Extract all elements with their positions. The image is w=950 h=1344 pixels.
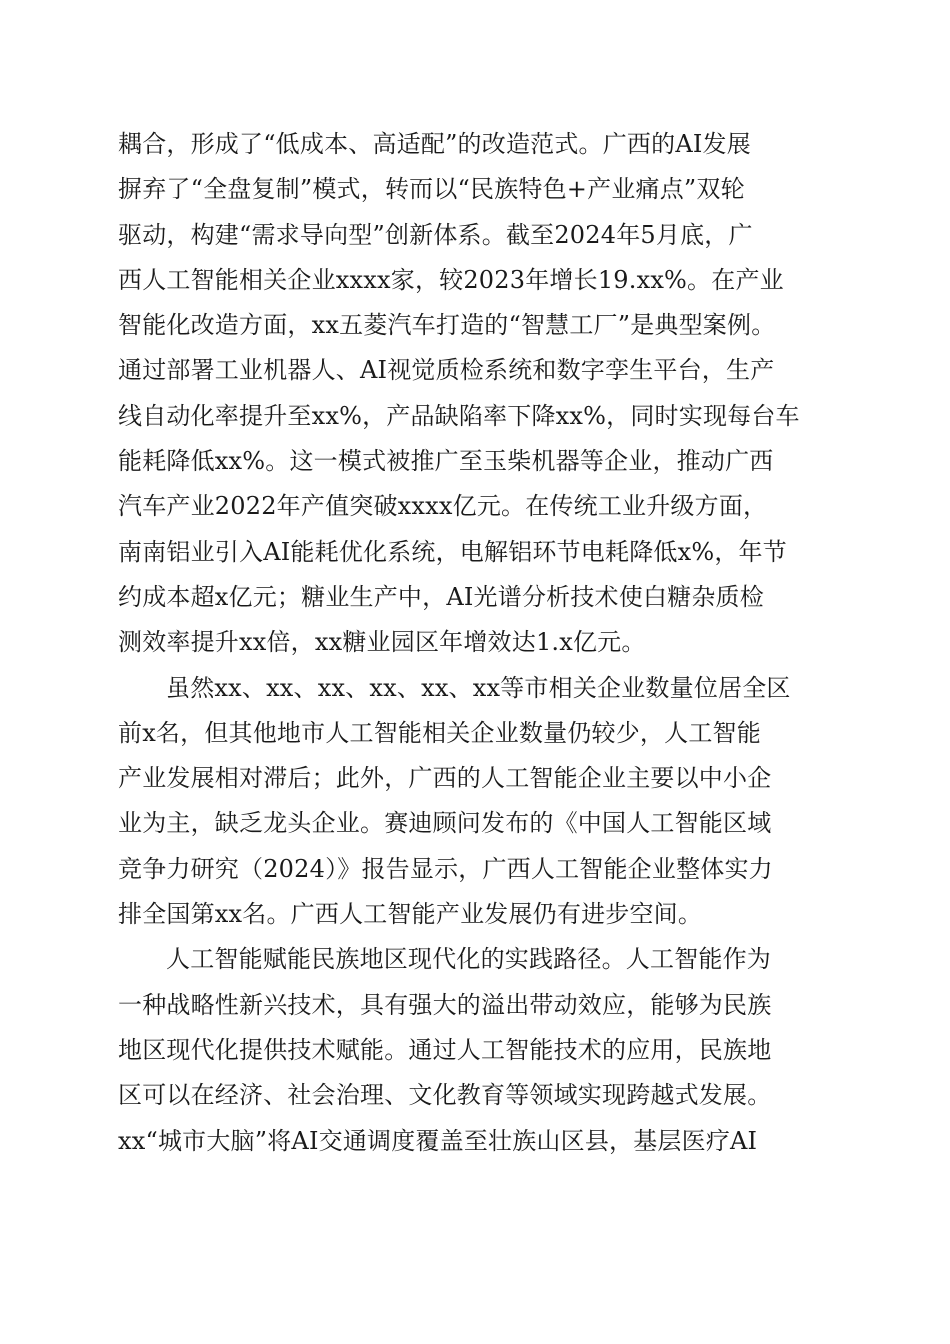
text-line: 产业发展相对滞后；此外，广西的人工智能企业主要以中小企 [118,764,772,793]
text-line: 区可以在经济、社会治理、文化教育等领域实现跨越式发展。 [118,1081,772,1110]
text-line: 能耗降低xx%。这一模式被推广至玉柴机器等企业，推动广西 [118,447,774,476]
paragraph-3 [118,937,830,1163]
text-line: 汽车产业2022年产值突破xxxx亿元。在传统工业升级方面， [118,492,768,521]
text-line: 西人工智能相关企业xxxx家，较2023年增长19.xx%。在产业 [118,265,784,294]
text-line: 人工智能赋能民族地区现代化的实践路径。人工智能作为 [166,945,771,974]
text-line: 通过部署工业机器人、AI视觉质检系统和数字孪生平台，生产 [118,356,775,385]
text-line: 一种战略性新兴技术，具有强大的溢出带动效应，能够为民族 [118,990,772,1019]
text-line: 排全国第xx名。广西人工智能产业发展仍有进步空间。 [118,900,703,929]
text-line: 前x名，但其他地市人工智能相关企业数量仍较少，人工智能 [118,718,761,747]
text-line: 线自动化率提升至xx%，产品缺陷率下降xx%，同时实现每台车 [118,401,800,430]
text-line: 南南铝业引入AI能耗优化系统，电解铝环节电耗降低x%，年节 [118,537,787,566]
text-line: 竞争力研究（2024）》报告显示，广西人工智能企业整体实力 [118,854,773,883]
paragraph-2 [118,666,830,938]
text-line: 虽然xx、xx、xx、xx、xx、xx等市相关企业数量位居全区 [166,673,791,702]
text-line: 业为主，缺乏龙头企业。赛迪顾问发布的《中国人工智能区域 [118,809,772,838]
paragraph-1 [118,122,830,666]
document-body [118,122,830,1164]
text-line: 约成本超x亿元；糖业生产中，AI光谱分析技术使白糖杂质检 [118,582,764,611]
text-line: 摒弃了“全盘复制”模式，转而以“民族特色+产业痛点”双轮 [118,175,745,204]
text-line: 耦合，形成了“低成本、高适配”的改造范式。广西的AI发展 [118,130,751,158]
text-line: 智能化改造方面，xx五菱汽车打造的“智慧工厂”是典型案例。 [118,311,776,340]
text-line: 测效率提升xx倍，xx糖业园区年增效达1.x亿元。 [118,628,646,657]
text-line: xx“城市大脑”将AI交通调度覆盖至壮族山区县，基层医疗AI [118,1126,758,1155]
text-line: 地区现代化提供技术赋能。通过人工智能技术的应用，民族地 [118,1035,772,1064]
text-line: 驱动，构建“需求导向型”创新体系。截至2024年5月底，广 [118,220,753,249]
